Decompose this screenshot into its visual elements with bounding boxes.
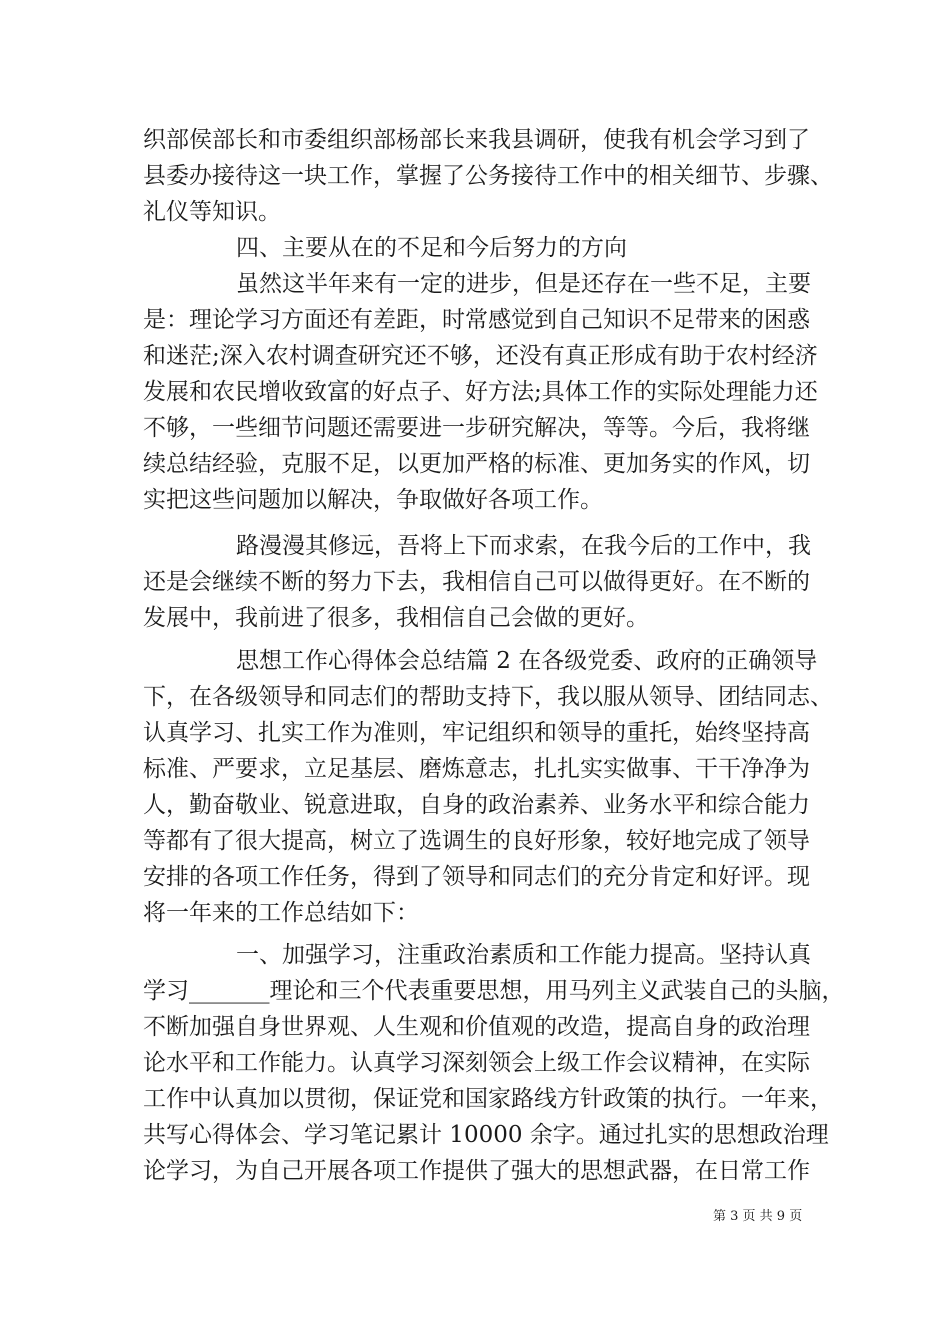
text-line: 工作中认真加以贯彻，保证党和国家路线方针政策的执行。一年来， xyxy=(143,1086,833,1112)
text-line: 人，勤奋敬业、锐意进取，自身的政治素养、业务水平和综合能力 xyxy=(143,792,810,818)
text-line: 还是会继续不断的努力下去，我相信自己可以做得更好。在不断的 xyxy=(143,569,810,595)
text-line: 等都有了很大提高，树立了选调生的良好形象，较好地完成了领导 xyxy=(143,828,810,854)
text-line: 路漫漫其修远，吾将上下而求索，在我今后的工作中，我 xyxy=(236,533,811,559)
text-line: 论学习，为自己开展各项工作提供了强大的思想武器，在日常工作 xyxy=(143,1158,810,1184)
text-line: 是：理论学习方面还有差距，时常感觉到自己知识不足带来的困惑 xyxy=(143,307,810,333)
text-line: 思想工作心得体会总结篇 2 在各级党委、政府的正确领导 xyxy=(236,648,818,674)
text-line: 和迷茫;深入农村调查研究还不够，还没有真正形成有助于农村经济 xyxy=(143,343,818,369)
text-line: 共写心得体会、学习笔记累计 10000 余字。通过扎实的思想政治理 xyxy=(143,1122,829,1148)
text-line: 县委办接待这一块工作，掌握了公务接待工作中的相关细节、步骤、 xyxy=(143,163,833,189)
section-heading: 四、主要从在的不足和今后努力的方向 xyxy=(236,235,627,261)
text-line: 续总结经验，克服不足，以更加严格的标准、更加务实的作风，切 xyxy=(143,451,810,477)
page-number: 第 3 页 共 9 页 xyxy=(713,1209,803,1224)
text-line: 论水平和工作能力。认真学习深刻领会上级工作会议精神，在实际 xyxy=(143,1050,810,1076)
text-line: 下，在各级领导和同志们的帮助支持下，我以服从领导、团结同志、 xyxy=(143,684,833,710)
text-line: 不够，一些细节问题还需要进一步研究解决，等等。今后，我将继 xyxy=(143,415,810,441)
text-line: 安排的各项工作任务，得到了领导和同志们的充分肯定和好评。现 xyxy=(143,864,810,890)
text-line: 一、加强学习，注重政治素质和工作能力提高。坚持认真 xyxy=(236,942,811,968)
text-line: 不断加强自身世界观、人生观和价值观的改造，提高自身的政治理 xyxy=(143,1014,810,1040)
text-line: 发展和农民增收致富的好点子、好方法;具体工作的实际处理能力还 xyxy=(143,379,818,405)
text-line: 学习_______理论和三个代表重要思想，用马列主义武装自己的头脑， xyxy=(143,978,845,1004)
text-line: 实把这些问题加以解决，争取做好各项工作。 xyxy=(143,487,603,513)
text-line: 发展中，我前进了很多，我相信自己会做的更好。 xyxy=(143,605,649,631)
text-line: 织部侯部长和市委组织部杨部长来我县调研，使我有机会学习到了 xyxy=(143,127,810,153)
text-line: 将一年来的工作总结如下： xyxy=(143,900,419,926)
text-line: 礼仪等知识。 xyxy=(143,199,281,225)
text-line: 标准、严要求，立足基层、磨炼意志，扎扎实实做事、干干净净为 xyxy=(143,756,810,782)
text-line: 认真学习、扎实工作为准则，牢记组织和领导的重托，始终坚持高 xyxy=(143,720,810,746)
text-line: 虽然这半年来有一定的进步，但是还存在一些不足，主要 xyxy=(236,271,811,297)
